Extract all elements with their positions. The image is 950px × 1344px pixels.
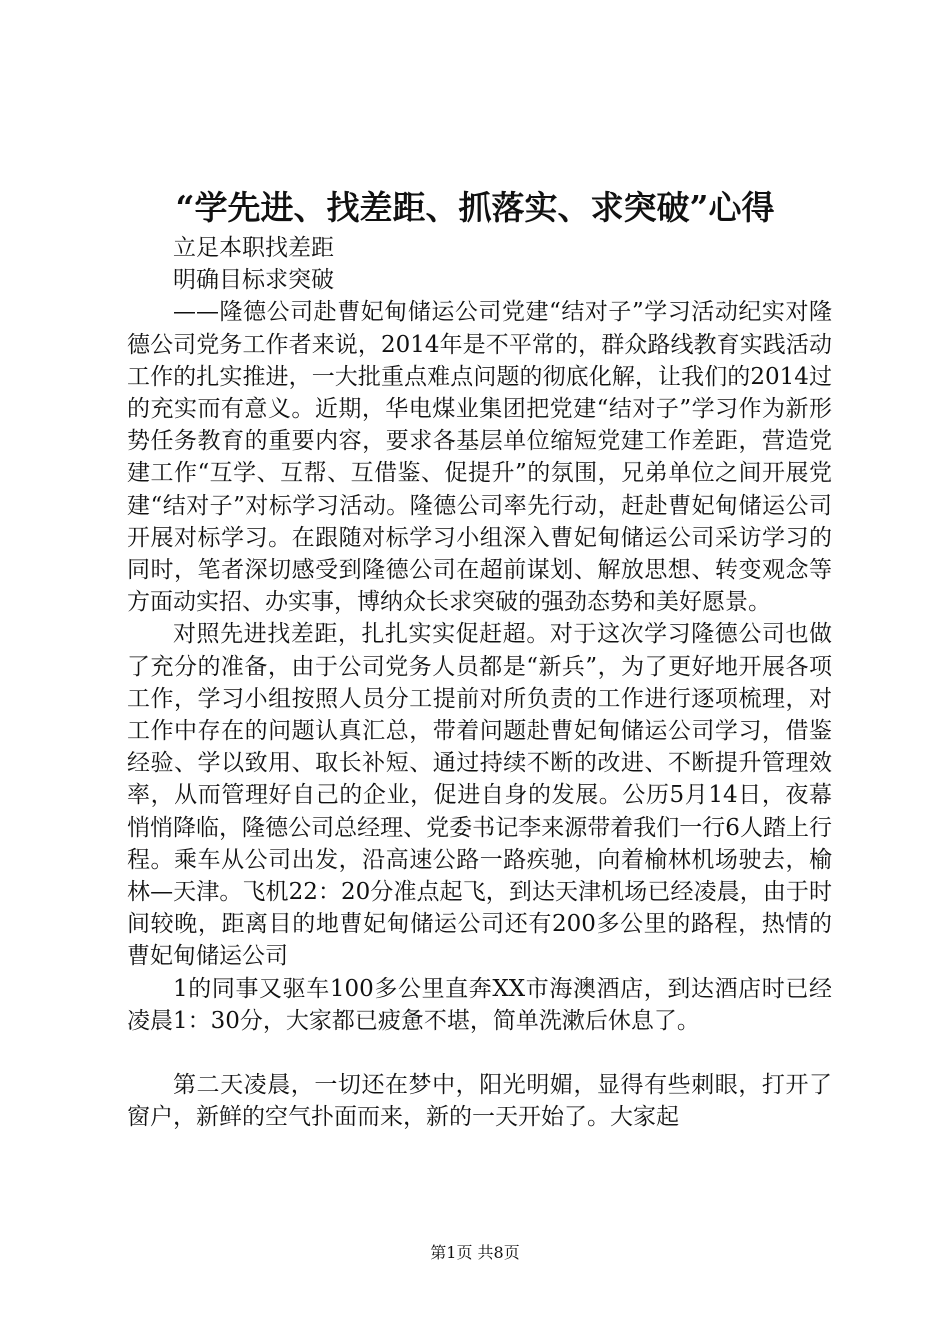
paragraph-next-day: 第二天凌晨，一切还在梦中，阳光明媚，显得有些刺眼，打开了窗户，新鲜的空气扑面而来，新的一天开始了。大家起 (127, 1072, 832, 1131)
paragraph-arrival: 1的同事又驱车100多公里直奔XX市海澳酒店，到达酒店时已经凌晨1：30分，大家都已疲惫不堪，简单洗漱后休息了。 (127, 975, 832, 1034)
subtitle-line-2: 明确目标求突破 (173, 267, 334, 294)
paragraph-intro: ——隆德公司赴曹妃甸储运公司党建“结对子”学习活动纪实对隆德公司党务工作者来说，2014年是不平常的，群众路线教育实践活动工作的扎实推进，一大批重点难点问题的彻底化解，让我们的2014过的充实而有意义。近期，华电煤业集团把党建“结对子”学习作为新形势任务教育的重要内容，要求各基层单位缩短党建工作差距，营造党建工作“互学、互帮、互借鉴、促提升”的氛围，兄弟单位之间开展党建“结对子”对标学习活动。隆德公司率先行动，赶赴曹妃甸储运公司开展对标学习。在跟随对标学习小组深入曹妃甸储运公司采访学习的同时，笔者深切感受到隆德公司在超前谋划、解放思想、转变观念等方面动实招、办实事，博纳众长求突破的强劲态势和美好愿景。 (127, 299, 832, 616)
subtitle-line-1: 立足本职找差距 (173, 235, 334, 261)
paragraph-compare: 对照先进找差距，扎扎实实促赶超。对于这次学习隆德公司也做了充分的准备，由于公司党务人员都是“新兵”，为了更好地开展各项工作，学习小组按照人员分工提前对所负责的工作进行逐项梳理，对工作中存在的问题认真汇总，带着问题赴曹妃甸储运公司学习，借鉴经验、学以致用、取长补短、通过持续不断的改进、不断提升管理效率，从而管理好自己的企业，促进自身的发展。公历5月14日，夜幕悄悄降临，隆德公司总经理、党委书记李来源带着我们一行6人踏上行程。乘车从公司出发，沿高速公路一路疾驰，向着榆林机场驶去，榆林—天津。飞机22：20分准点起飞，到达天津机场已经凌晨，由于时间较晚，距离目的地曹妃甸储运公司还有200多公里的路程，热情的曹妃甸储运公司 (127, 621, 832, 970)
document-title: “学先进、找差距、抓落实、求突破”心得 (175, 188, 775, 227)
document-body (127, 232, 832, 1133)
page-footer: 第1页 共8页 (430, 1243, 520, 1262)
